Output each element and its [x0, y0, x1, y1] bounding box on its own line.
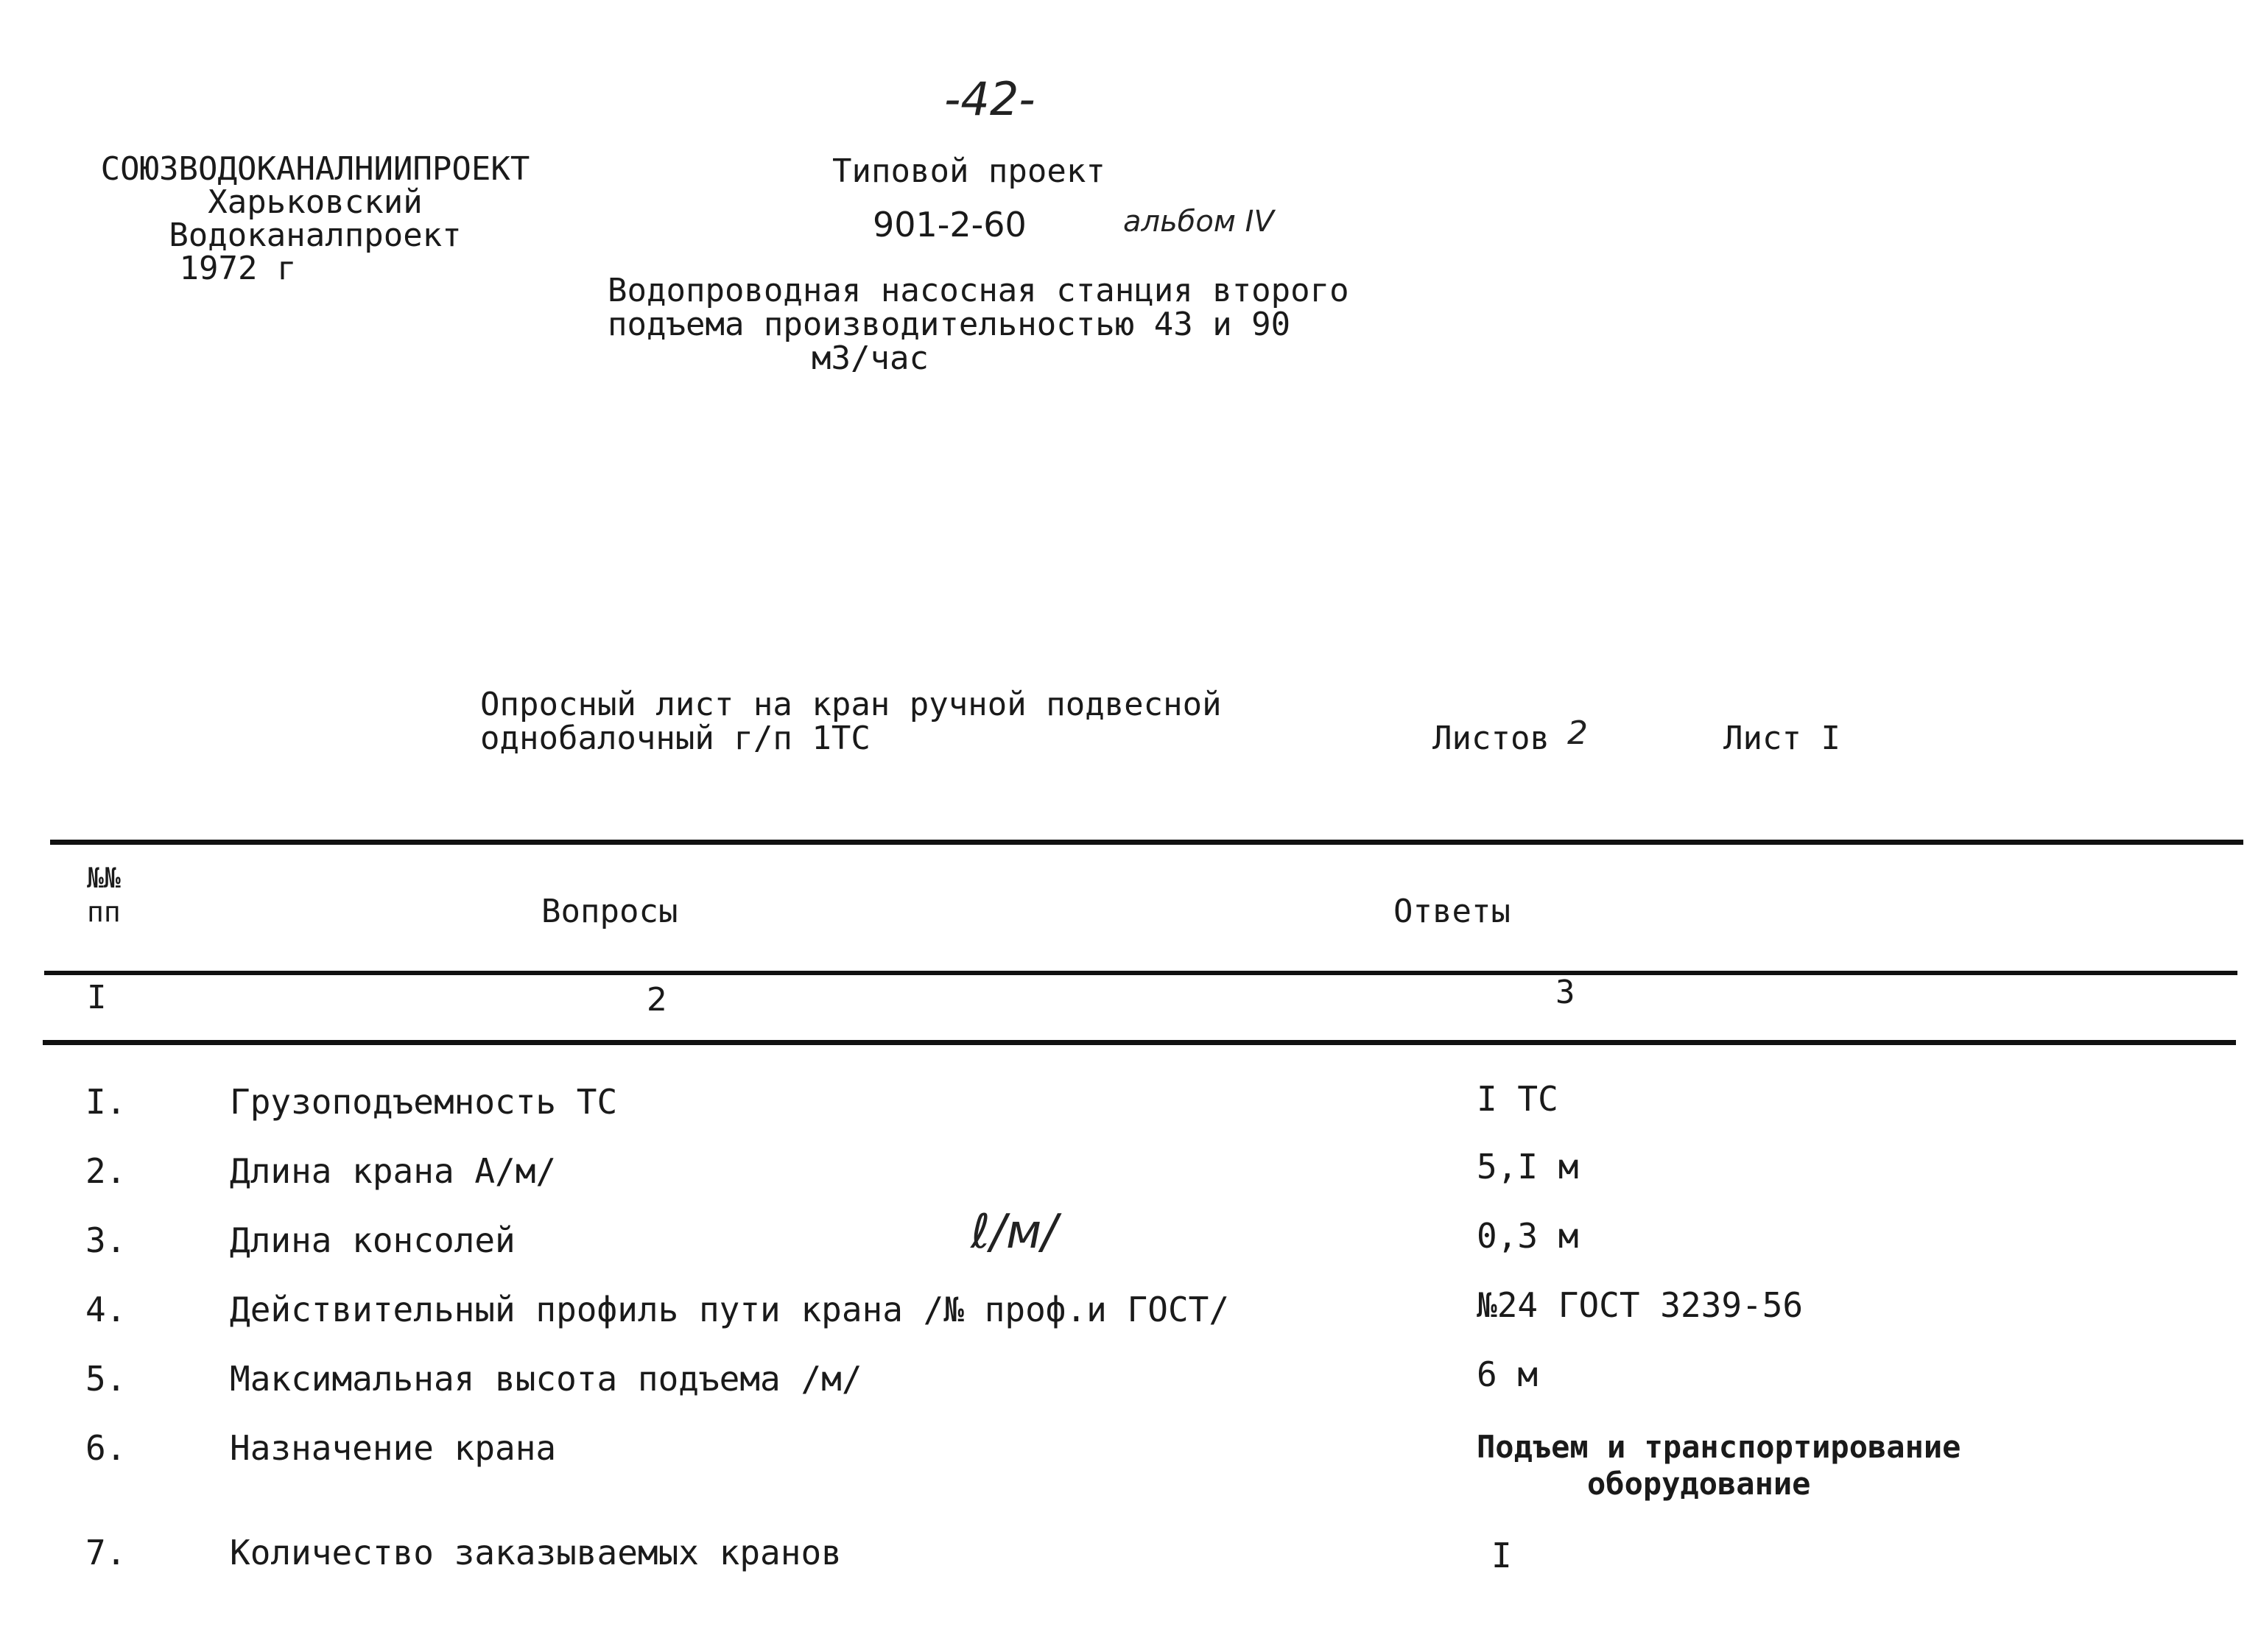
row-answer-continued: оборудование: [1587, 1466, 1811, 1502]
table-column-numbers-rule: [43, 1040, 2236, 1045]
sheet-title-line2: однобалочный г/п 1ТС: [480, 720, 871, 757]
row-answer: I ТС: [1477, 1079, 1558, 1119]
row-number: 6.: [85, 1428, 127, 1468]
row-question: Максимальная высота подъема /м/: [230, 1359, 862, 1399]
project-label: Типовой проект: [832, 152, 1105, 190]
row-number: 7.: [85, 1533, 127, 1572]
header-number: №№ пп: [87, 862, 121, 928]
column-number-3: 3: [1555, 974, 1575, 1011]
project-title-line3: м3/час: [812, 340, 929, 377]
sheets-total-label: Листов: [1432, 720, 1550, 757]
sheet-number: Лист I: [1723, 720, 1840, 757]
column-number-2: 2: [647, 981, 667, 1019]
project-title-line2: подъема производительностью 43 и 90: [608, 306, 1291, 343]
header-questions: Вопросы: [541, 893, 678, 930]
row-number: 4.: [85, 1290, 127, 1329]
row-answer: 0,3 м: [1477, 1216, 1579, 1256]
row-answer: №24 ГОСТ 3239-56: [1477, 1285, 1804, 1325]
organization-year: 1972 г: [179, 249, 297, 287]
row-answer: I: [1491, 1536, 1512, 1575]
sheets-total-value: 2: [1567, 714, 1588, 752]
organization-city: Харьковский: [208, 183, 423, 221]
table-header-rule: [44, 971, 2237, 975]
row-number: 3.: [85, 1220, 127, 1260]
organization-name: СОЮЗВОДОКАНАЛНИИПРОЕКТ: [100, 150, 530, 188]
page-number: -42-: [944, 72, 1035, 126]
album-note: альбом IV: [1123, 205, 1274, 239]
organization-bureau: Водоканалпроект: [169, 216, 462, 254]
row-answer: 6 м: [1477, 1354, 1539, 1394]
organization-block: [87, 150, 544, 287]
project-title-line1: Водопроводная насосная станция второго: [608, 272, 1349, 309]
row-question: Длина крана А/м/: [230, 1151, 557, 1191]
row-answer: Подъем и транспортирование: [1477, 1429, 1961, 1465]
handwritten-note: ℓ/м/: [971, 1205, 1058, 1259]
project-code: 901-2-60: [873, 205, 1027, 245]
row-question: Грузоподъемность ТС: [230, 1082, 618, 1122]
row-number: I.: [85, 1082, 127, 1122]
row-number: 5.: [85, 1359, 127, 1399]
row-question: Действительный профиль пути крана /№ проф.и ГОСТ/: [230, 1290, 1230, 1329]
row-answer: 5,I м: [1477, 1147, 1579, 1187]
header-answers: Ответы: [1393, 893, 1511, 930]
table-top-rule: [50, 840, 2243, 845]
row-question: Длина консолей: [230, 1220, 516, 1260]
row-number: 2.: [85, 1151, 127, 1191]
row-question: Назначение крана: [230, 1428, 557, 1468]
row-question: Количество заказываемых кранов: [230, 1533, 842, 1572]
column-number-1: I: [87, 979, 107, 1016]
sheet-title-line1: Опросный лист на кран ручной подвесной: [480, 686, 1222, 723]
